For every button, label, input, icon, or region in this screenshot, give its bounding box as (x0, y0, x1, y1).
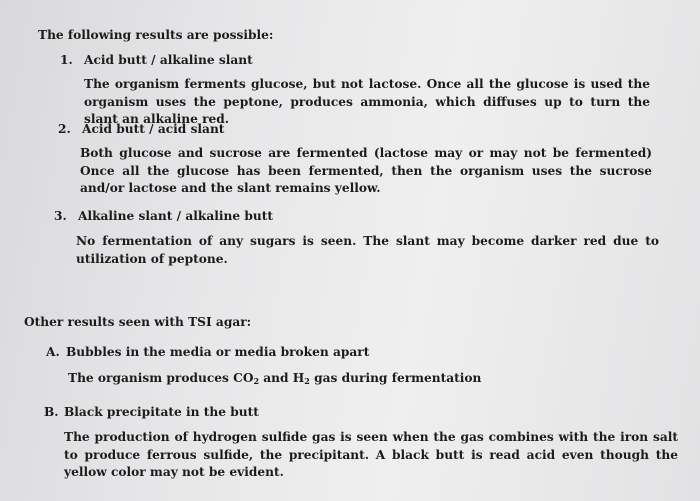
other-results-heading: Other results seen with TSI agar: (24, 315, 252, 329)
result-2-description: Both glucose and sucrose are fermented (lactose may or may not be fermented) Once all the glucose has been fermented, then the organism uses the sucrose and/or lactose and the slant remains yellow. (80, 146, 652, 195)
result-1-title: 1. Acid butt / alkaline slant (60, 53, 253, 67)
other-a-letter: A. (46, 345, 60, 359)
other-b-title: B. Black precipitate in the butt (44, 405, 259, 419)
result-1-number: 1. (60, 53, 73, 67)
result-2-title: 2. Acid butt / acid slant (58, 122, 225, 136)
other-b-letter: B. (44, 405, 59, 419)
result-3-number: 3. (54, 209, 67, 223)
result-3-description: No fermentation of any sugars is seen. The slant may become darker red due to utilization of peptone. (76, 234, 659, 266)
result-1-description: The organism ferments glucose, but not lactose. Once all the glucose is used the organism uses the peptone, produces ammonia, which diffuses up to turn the slant an alkaline red. (84, 77, 650, 126)
intro-heading: The following results are possible: (38, 28, 274, 42)
other-a-description: The organism produces $CO_2$ and $H_2$ gas during fermentation (68, 371, 482, 386)
other-b-description: The production of hydrogen sulfide gas is seen when the gas combines with the iron salt to produce ferrous sulfide, the precipitant. A black butt is read acid even though the yellow color may not be evident. (64, 430, 678, 479)
result-3-title: 3. Alkaline slant / alkaline butt (54, 209, 273, 223)
other-a-title: A. Bubbles in the media or media broken apart (46, 345, 370, 359)
result-2-number: 2. (58, 122, 71, 136)
